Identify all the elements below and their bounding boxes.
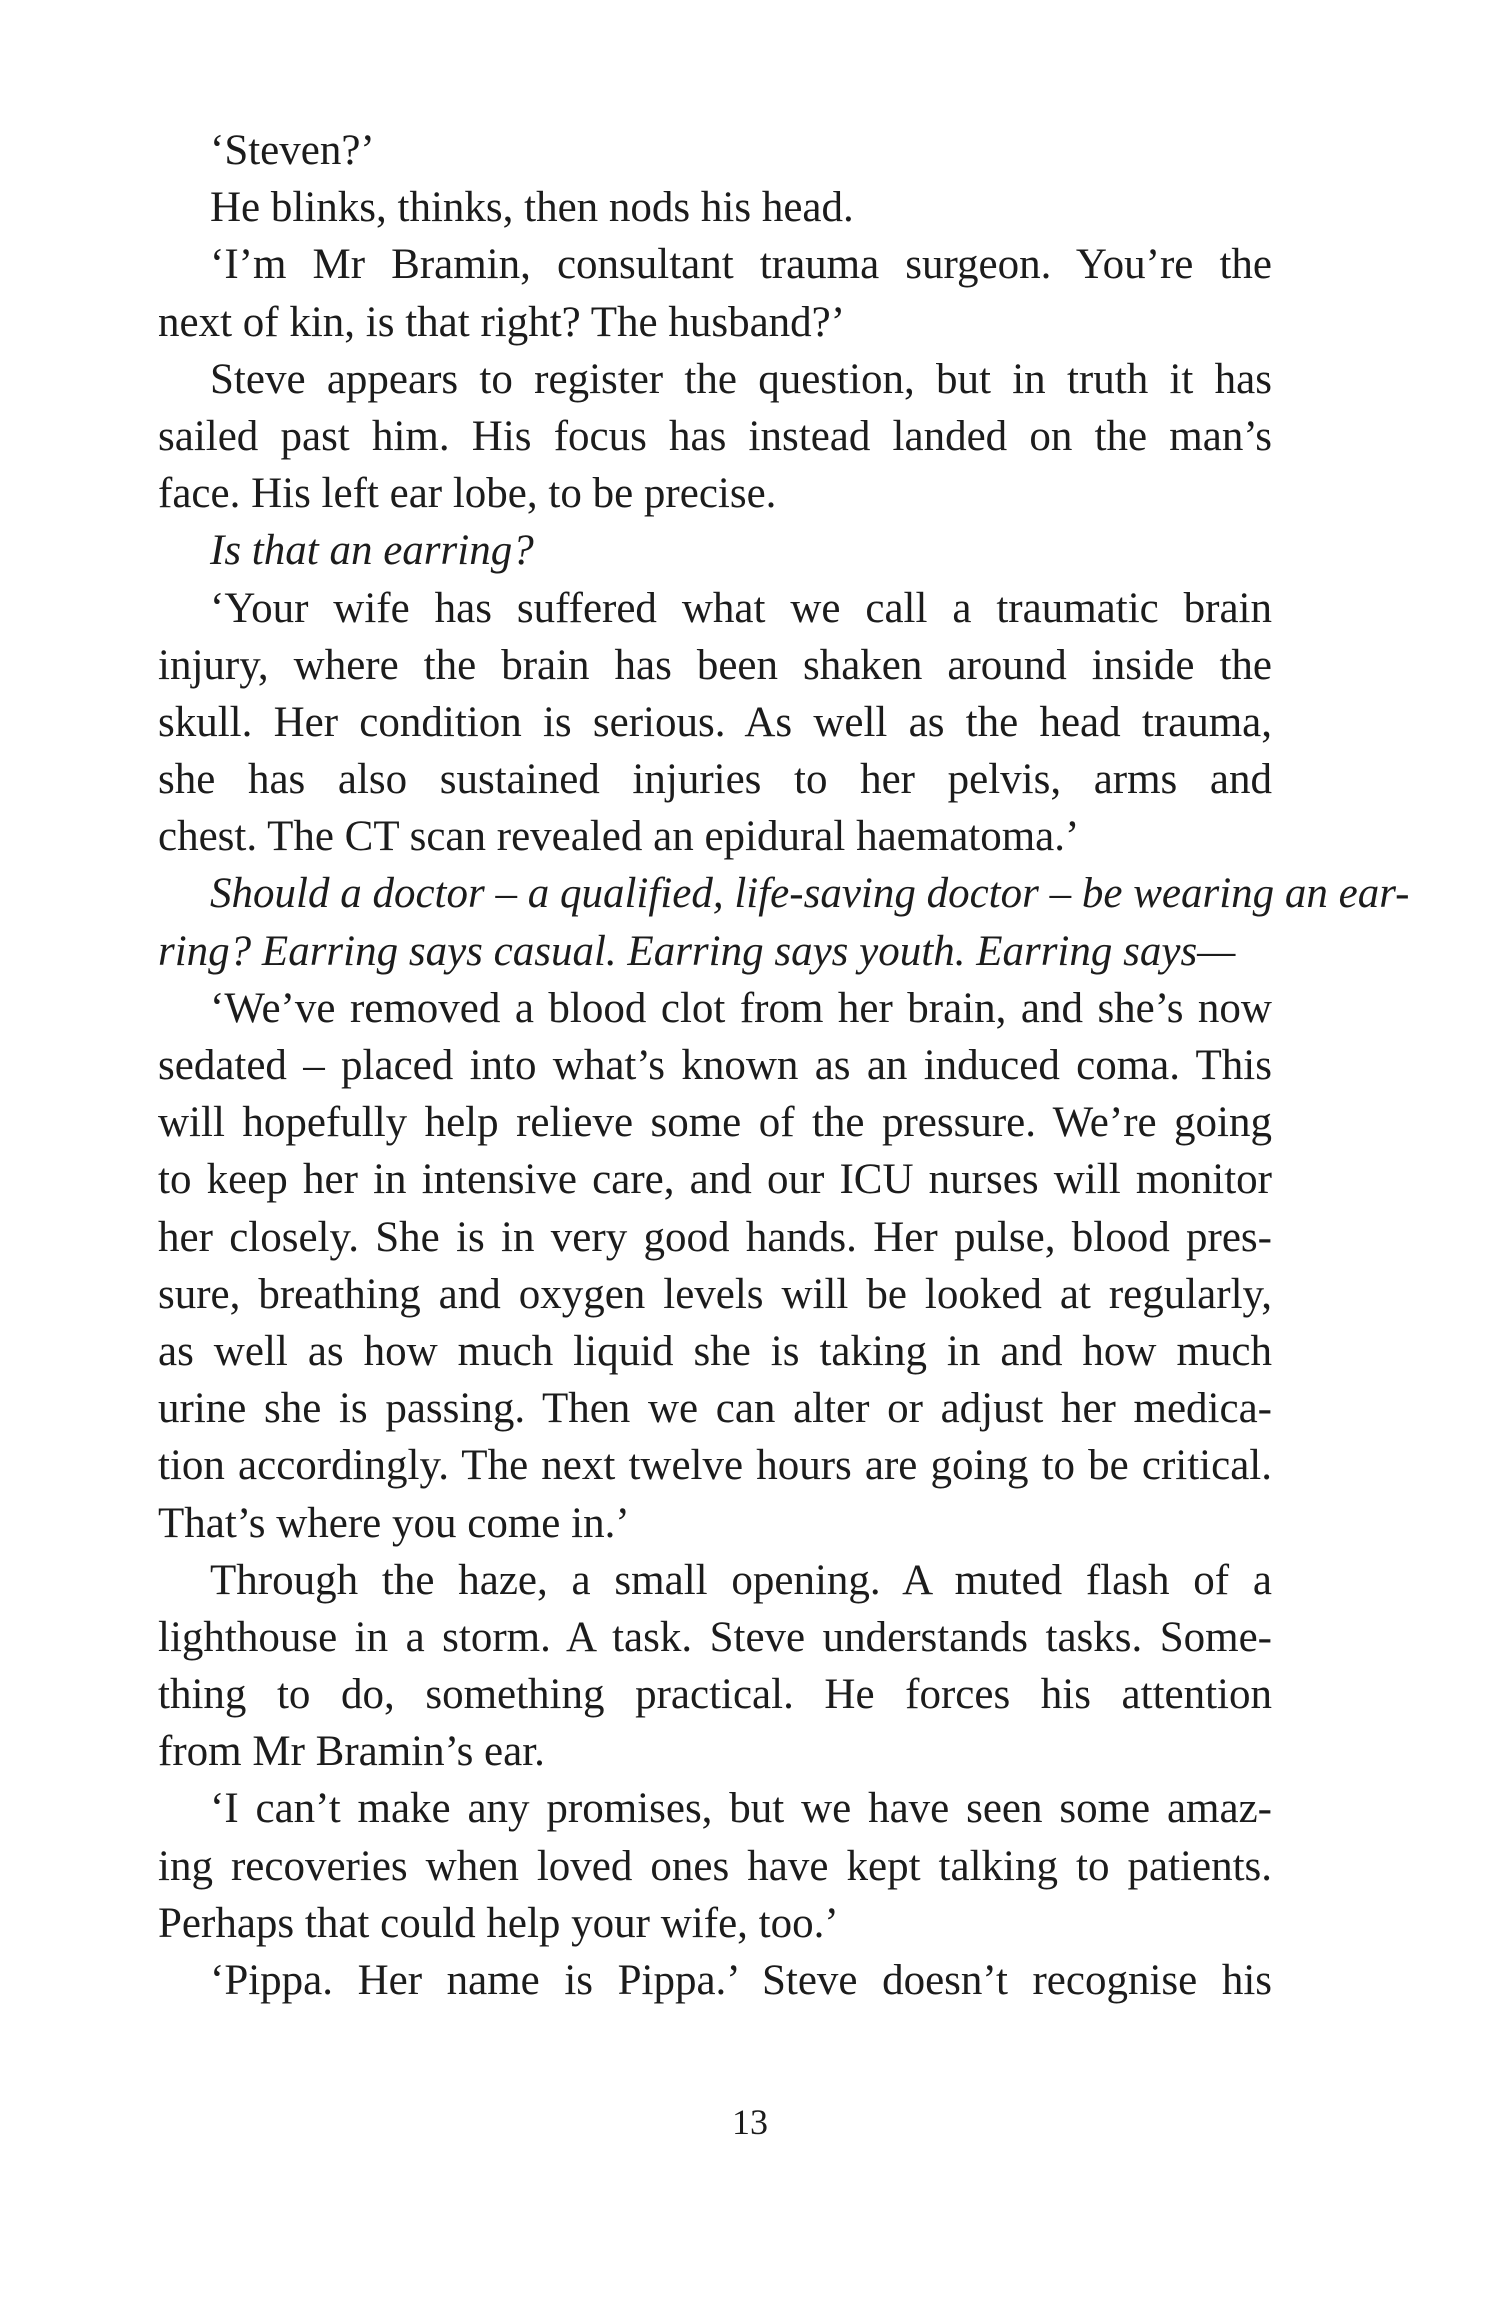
text-line: sure, breathing and oxygen levels will be looked at regularly, xyxy=(158,1270,1272,1318)
body-text xyxy=(158,122,1410,2009)
text-line: ing recoveries when loved ones have kept talking to patients. xyxy=(158,1842,1272,1890)
text-line: her closely. She is in very good hands. Her pulse, blood pres- xyxy=(158,1213,1272,1261)
text-line: thing to do, something practical. He forces his attention xyxy=(158,1671,1272,1719)
text-line: injury, where the brain has been shaken around inside the xyxy=(158,641,1272,689)
text-line: ‘Steven?’ xyxy=(210,127,375,174)
text-line: next of kin, is that right? The husband?’ xyxy=(158,298,846,346)
text-line: face. His left ear lobe, to be precise. xyxy=(158,470,777,518)
text-line: skull. Her condition is serious. As well as the head trauma, xyxy=(158,698,1272,746)
text-line: she has also sustained injuries to her pelvis, arms and xyxy=(158,756,1272,804)
text-line: from Mr Bramin’s ear. xyxy=(158,1728,545,1776)
text-line: That’s where you come in.’ xyxy=(158,1499,630,1547)
page-number: 13 xyxy=(732,2102,768,2142)
text-line: Perhaps that could help your wife, too.’ xyxy=(158,1899,839,1947)
text-line: will hopefully help relieve some of the pressure. We’re going xyxy=(158,1099,1272,1147)
text-line: ‘Your wife has suffered what we call a traumatic brain xyxy=(210,584,1272,632)
text-line: ‘I’m Mr Bramin, consultant trauma surgeon. You’re the xyxy=(210,241,1272,289)
text-line: ‘We’ve removed a blood clot from her brain, and she’s now xyxy=(210,984,1272,1032)
text-line: ‘I can’t make any promises, but we have seen some amaz- xyxy=(210,1785,1272,1833)
text-line: to keep her in intensive care, and our ICU nurses will monitor xyxy=(158,1156,1272,1204)
text-line: urine she is passing. Then we can alter or adjust her medica- xyxy=(158,1385,1272,1433)
text-line: lighthouse in a storm. A task. Steve understands tasks. Some- xyxy=(158,1613,1272,1661)
text-line: He blinks, thinks, then nods his head. xyxy=(210,184,854,232)
text-line: as well as how much liquid she is taking in and how much xyxy=(158,1327,1272,1375)
text-line: tion accordingly. The next twelve hours are going to be critical. xyxy=(158,1442,1272,1490)
text-line: Steve appears to register the question, but in truth it has xyxy=(210,355,1272,403)
text-line: Through the haze, a small opening. A muted flash of a xyxy=(210,1556,1272,1604)
italic-text-line: ring? Earring says casual. Earring says youth. Earring says— xyxy=(158,927,1236,975)
italic-text-line: Should a doctor – a qualified, life-saving doctor – be wearing an ear- xyxy=(210,870,1410,918)
text-line: sedated – placed into what’s known as an induced coma. This xyxy=(158,1042,1272,1089)
italic-text-line: Is that an earring? xyxy=(210,527,534,575)
text-line: ‘Pippa. Her name is Pippa.’ Steve doesn’t recognise his xyxy=(210,1957,1272,2004)
text-line: chest. The CT scan revealed an epidural haematoma.’ xyxy=(158,813,1080,861)
text-line: sailed past him. His focus has instead landed on the man’s xyxy=(158,412,1272,460)
